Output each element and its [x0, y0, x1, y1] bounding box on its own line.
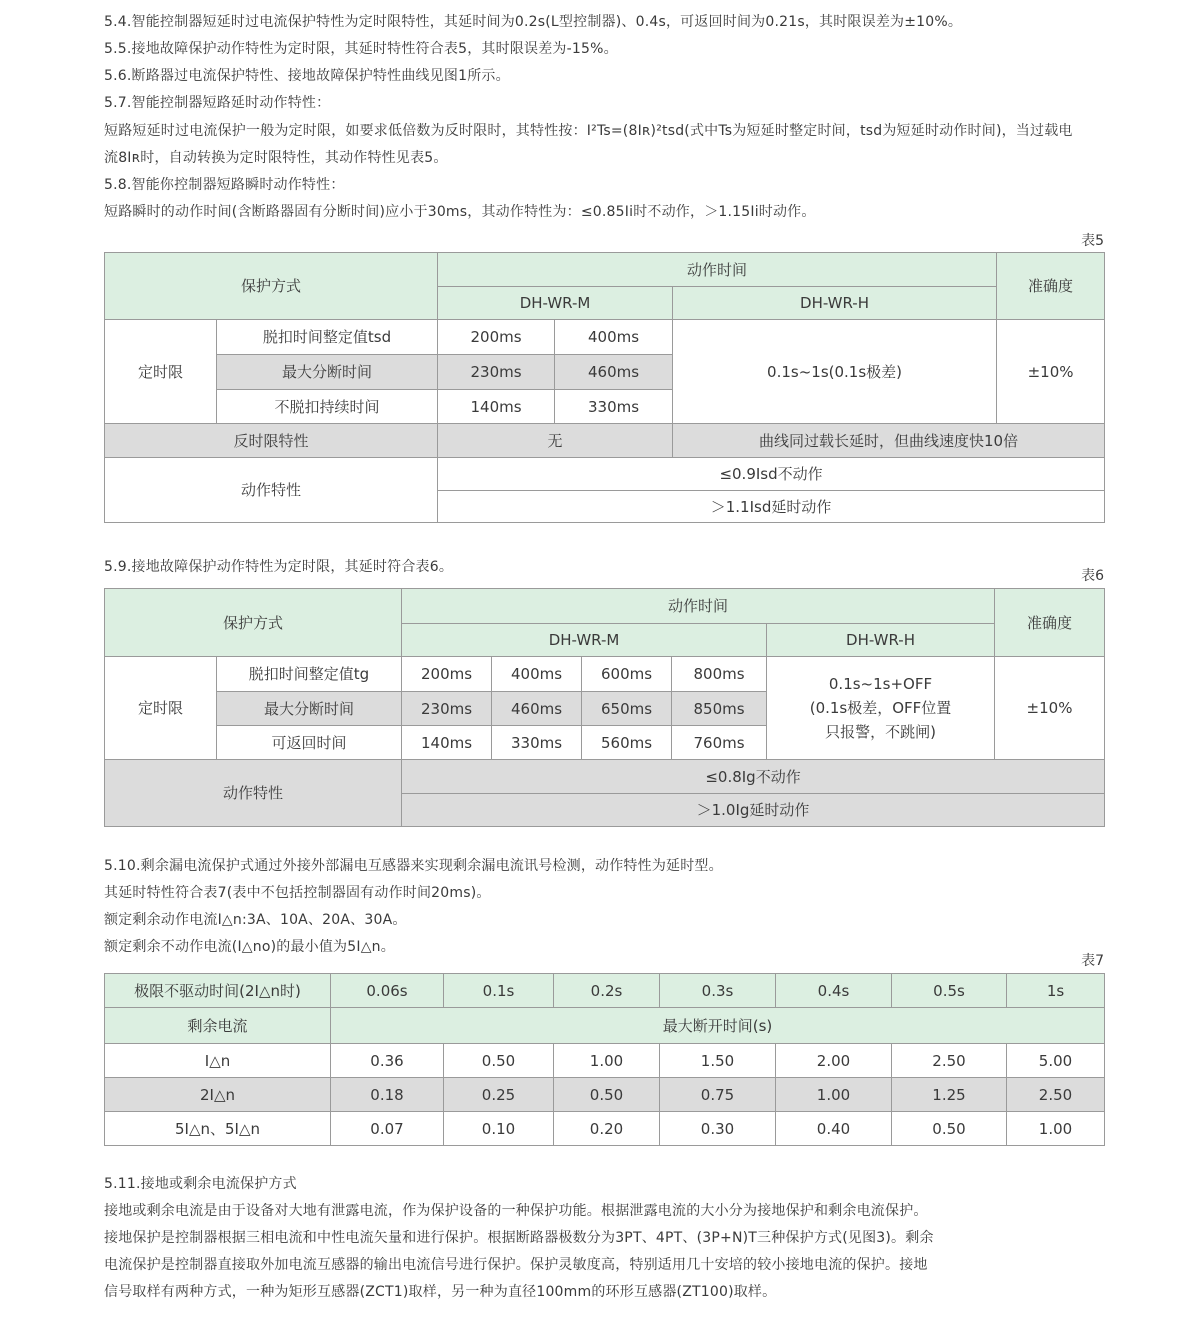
t6-r1-label: 脱扣时间整定值tg: [217, 657, 402, 692]
t7-r2-v2: 0.25: [444, 1078, 554, 1112]
t7-r0-v5: 0.4s: [776, 974, 892, 1008]
t7-r3-v2: 0.10: [444, 1112, 554, 1146]
t7-r0-v2: 0.1s: [444, 974, 554, 1008]
para-5-10-b: 其延时特性符合表7(表中不包括控制器固有动作时间20ms)。: [104, 885, 491, 901]
para-5-11: 5.11.接地或剩余电流保护方式: [104, 1176, 297, 1192]
t5-r1-v2: 400ms: [555, 320, 673, 355]
t5-r3-v2: 330ms: [555, 390, 673, 424]
t7-r2-v7: 2.50: [1007, 1078, 1105, 1112]
table5: [104, 252, 1105, 523]
t5-r3-v1: 140ms: [438, 390, 555, 424]
para-5-7: 5.7.智能控制器短路延时动作特性：: [104, 95, 331, 111]
t7-r0-v7: 1s: [1007, 974, 1105, 1008]
t7-r0-v3: 0.2s: [554, 974, 660, 1008]
t5-h-acc: 准确度: [997, 253, 1105, 320]
t6-r3-v4: 760ms: [672, 726, 767, 760]
t7-r1-v1: 0.36: [331, 1044, 444, 1078]
t6-h-h: DH-WR-H: [767, 624, 995, 657]
t6-action-label: 动作特性: [105, 760, 402, 827]
t7-r2-v4: 0.75: [660, 1078, 776, 1112]
table6: [104, 588, 1105, 827]
t7-h-max-time: 最大断开时间(s): [331, 1008, 1105, 1044]
t7-r0-label: 极限不驱动时间(2I△n时): [105, 974, 331, 1008]
para-5-9: 5.9.接地故障保护动作特性为定时限，其延时符合表6。: [104, 559, 454, 575]
t6-h-mode: 保护方式: [105, 589, 402, 657]
t7-r1-label: I△n: [105, 1044, 331, 1078]
t6-r3-v1: 140ms: [402, 726, 492, 760]
t6-group-definite: 定时限: [105, 657, 217, 760]
t5-h-m: DH-WR-M: [438, 287, 673, 320]
t5-r1-v1: 200ms: [438, 320, 555, 355]
t5-inverse-h: 曲线同过载长延时，但曲线速度快10倍: [673, 424, 1105, 458]
t7-r3-v4: 0.30: [660, 1112, 776, 1146]
para-5-7-body-a: 短路短延时过电流保护一般为定时限，如要求低倍数为反时限时，其特性按：I²Ts=(8Iʀ)²tsd(式中Ts为短延时整定时间，tsd为短延时动作时间)，当过载电: [104, 123, 1073, 139]
t7-r1-v5: 2.00: [776, 1044, 892, 1078]
t6-h-value-line2: (0.1s极差，OFF位置: [809, 699, 952, 717]
t5-action-2: ＞1.1Isd延时动作: [438, 491, 1105, 523]
t5-r2-label: 最大分断时间: [217, 355, 438, 390]
t6-accuracy: ±10%: [995, 657, 1105, 760]
t5-h-mode: 保护方式: [105, 253, 438, 320]
t7-r0-v6: 0.5s: [892, 974, 1007, 1008]
t5-inverse-m: 无: [438, 424, 673, 458]
t6-h-m: DH-WR-M: [402, 624, 767, 657]
table7: [104, 973, 1105, 1146]
t6-r1-v3: 600ms: [582, 657, 672, 692]
t6-r3-label: 可返回时间: [217, 726, 402, 760]
t7-r3-v7: 1.00: [1007, 1112, 1105, 1146]
table6-caption: 表6: [1081, 568, 1104, 584]
t7-r2-v6: 1.25: [892, 1078, 1007, 1112]
t6-r2-v4: 850ms: [672, 692, 767, 726]
t5-r2-v1: 230ms: [438, 355, 555, 390]
t6-action-1: ≤0.8Ig不动作: [402, 760, 1105, 794]
t7-r3-v5: 0.40: [776, 1112, 892, 1146]
t6-r1-v1: 200ms: [402, 657, 492, 692]
t6-r1-v4: 800ms: [672, 657, 767, 692]
t6-h-time: 动作时间: [402, 589, 995, 624]
t6-r2-v2: 460ms: [492, 692, 582, 726]
para-5-11-d: 信号取样有两种方式，一种为矩形互感器(ZCT1)取样，另一种为直径100mm的环形互感器(ZT100)取样。: [104, 1284, 777, 1300]
para-5-10: 5.10.剩余漏电流保护式通过外接外部漏电互感器来实现剩余漏电流讯号检测，动作特性为延时型。: [104, 858, 723, 874]
t7-r2-label: 2I△n: [105, 1078, 331, 1112]
t7-r0-v4: 0.3s: [660, 974, 776, 1008]
t7-r0-v1: 0.06s: [331, 974, 444, 1008]
t7-r1-v3: 1.00: [554, 1044, 660, 1078]
t7-r2-v1: 0.18: [331, 1078, 444, 1112]
para-5-11-a: 接地或剩余电流是由于设备对大地有泄露电流，作为保护设备的一种保护功能。根据泄露电流的大小分为接地保护和剩余电流保护。: [104, 1203, 928, 1219]
t6-h-value: [767, 657, 995, 760]
t7-r3-v3: 0.20: [554, 1112, 660, 1146]
t6-h-value-line3: 只报警，不跳闸): [825, 723, 936, 741]
para-5-11-c: 电流保护是控制器直接取外加电流互感器的输出电流信号进行保护。保护灵敏度高，特别适用几十安培的较小接地电流的保护。接地: [104, 1257, 928, 1273]
para-5-6: 5.6.断路器过电流保护特性、接地故障保护特性曲线见图1所示。: [104, 68, 510, 84]
table7-caption: 表7: [1081, 953, 1104, 969]
t5-r3-label: 不脱扣持续时间: [217, 390, 438, 424]
table5-caption: 表5: [1081, 233, 1104, 249]
para-5-7-body-b: 流8Iʀ时，自动转换为定时限特性，其动作特性见表5。: [104, 150, 448, 166]
para-5-11-b: 接地保护是控制器根据三相电流和中性电流矢量和进行保护。根据断路器极数分为3PT、4PT、(3P+N)T三种保护方式(见图3)。剩余: [104, 1230, 934, 1246]
t7-r1-v4: 1.50: [660, 1044, 776, 1078]
para-5-10-c: 额定剩余动作电流I△n:3A、10A、20A、30A。: [104, 912, 407, 928]
t6-r2-v1: 230ms: [402, 692, 492, 726]
t5-h-h: DH-WR-H: [673, 287, 997, 320]
t5-action-label: 动作特性: [105, 458, 438, 523]
t5-h-time: 动作时间: [438, 253, 997, 287]
t6-r2-v3: 650ms: [582, 692, 672, 726]
t7-r3-v1: 0.07: [331, 1112, 444, 1146]
t7-r2-v3: 0.50: [554, 1078, 660, 1112]
t7-r2-v5: 1.00: [776, 1078, 892, 1112]
t7-h-current: 剩余电流: [105, 1008, 331, 1044]
t7-r1-v2: 0.50: [444, 1044, 554, 1078]
t6-r3-v2: 330ms: [492, 726, 582, 760]
t7-r3-v6: 0.50: [892, 1112, 1007, 1146]
t5-inverse-label: 反时限特性: [105, 424, 438, 458]
t6-r3-v3: 560ms: [582, 726, 672, 760]
para-5-4: 5.4.智能控制器短延时过电流保护特性为定时限特性，其延时间为0.2s(L型控制器)、0.4s，可返回时间为0.21s，其时限误差为±10%。: [104, 14, 963, 30]
t7-r1-v6: 2.50: [892, 1044, 1007, 1078]
para-5-5: 5.5.接地故障保护动作特性为定时限，其延时特性符合表5，其时限误差为-15%。: [104, 41, 618, 57]
t7-r3-label: 5I△n、5I△n: [105, 1112, 331, 1146]
t5-r2-v2: 460ms: [555, 355, 673, 390]
t5-h-value: 0.1s~1s(0.1s极差): [673, 320, 997, 424]
para-5-8-body: 短路瞬时的动作时间(含断路器固有分断时间)应小于30ms，其动作特性为：≤0.85Ii时不动作，＞1.15Ii时动作。: [104, 204, 816, 220]
t5-action-1: ≤0.9Isd不动作: [438, 458, 1105, 491]
t5-r1-label: 脱扣时间整定值tsd: [217, 320, 438, 355]
t7-r1-v7: 5.00: [1007, 1044, 1105, 1078]
t6-h-value-line1: 0.1s~1s+OFF: [828, 675, 933, 693]
t6-r1-v2: 400ms: [492, 657, 582, 692]
t6-r2-label: 最大分断时间: [217, 692, 402, 726]
t5-accuracy: ±10%: [997, 320, 1105, 424]
para-5-8: 5.8.智能你控制器短路瞬时动作特性：: [104, 177, 345, 193]
t6-action-2: ＞1.0Ig延时动作: [402, 794, 1105, 827]
t6-h-acc: 准确度: [995, 589, 1105, 657]
t5-group-definite: 定时限: [105, 320, 217, 424]
para-5-10-d: 额定剩余不动作电流(I△no)的最小值为5I△n。: [104, 939, 395, 955]
